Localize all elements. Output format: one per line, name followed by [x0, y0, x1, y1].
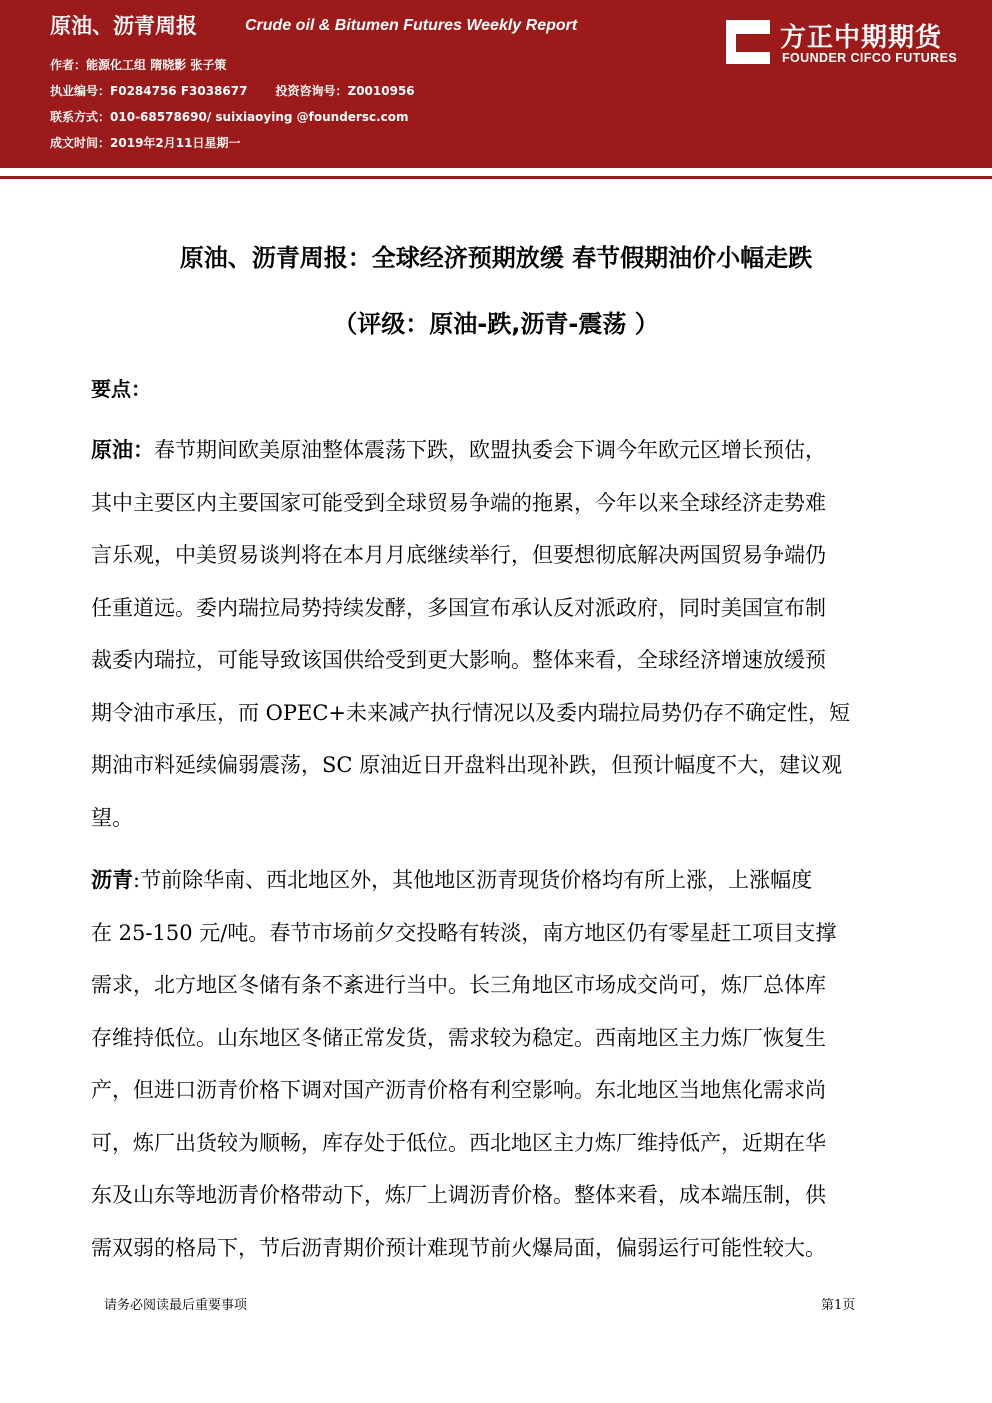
bitumen-line-1: 沥青:节前除华南、西北地区外，其他地区沥青现货价格均有所上涨，上涨幅度 — [91, 868, 813, 892]
author-value: 能源化工组 隋晓影 张子策 — [86, 58, 227, 72]
consult-label: 投资咨询号： — [275, 84, 348, 98]
contact-value: 010-68578690/ suixiaoying @foundersc.com — [110, 110, 409, 124]
license-value: F0284756 F3038677 — [110, 84, 248, 98]
bitumen-line-5: 产，但进口沥青价格下调对国产沥青价格有利空影响。东北地区当地焦化需求尚 — [91, 1078, 826, 1102]
bitumen-line-2: 在 25-150 元/吨。春节市场前夕交投略有转淡，南方地区仍有零星赶工项目支撑 — [91, 920, 837, 945]
bitumen-line-4: 存维持低位。山东地区冬储正常发货，需求较为稳定。西南地区主力炼厂恢复生 — [91, 1025, 826, 1050]
date-line — [50, 134, 240, 151]
bitumen-line-7: 东及山东等地沥青价格带动下，炼厂上调沥青价格。整体来看，成本端压制，供 — [91, 1183, 826, 1207]
report-title-cn: 原油、沥青周报 — [50, 14, 197, 38]
bitumen-paragraph — [91, 854, 903, 1274]
crude-line-4: 任重道远。委内瑞拉局势持续发酵，多国宣布承认反对派政府，同时美国宣布制 — [91, 595, 826, 620]
logo-mark-icon — [726, 20, 770, 64]
crude-line-7: 期油市料延续偏弱震荡，SC 原油近日开盘料出现补跌，但预计幅度不大，建议观 — [91, 753, 843, 777]
header-divider — [0, 176, 992, 179]
document-rating: （评级：原油-跌,沥青-震荡 ） — [333, 310, 659, 338]
logo-name-en: FOUNDER CIFCO FUTURES — [782, 51, 958, 65]
consult-value: Z0010956 — [347, 84, 415, 98]
crude-oil-paragraph — [91, 424, 903, 844]
footer-page-number: 第1页 — [821, 1298, 856, 1313]
report-header-band — [0, 0, 992, 168]
crude-lead: 原油： — [91, 438, 154, 462]
contact-label: 联系方式： — [50, 110, 111, 124]
crude-line-6: 期令油市承压，而 OPEC+未来减产执行情况以及委内瑞拉局势仍存不确定性，短 — [91, 700, 851, 725]
company-logo — [726, 14, 976, 66]
bitumen-lead: 沥青 — [91, 868, 133, 892]
report-title-en: Crude oil & Bitumen Futures Weekly Report — [245, 17, 578, 34]
crude-line-8: 望。 — [91, 805, 133, 830]
author-line — [50, 56, 226, 73]
contact-line — [50, 108, 409, 125]
crude-line-5: 裁委内瑞拉，可能导致该国供给受到更大影响。整体来看，全球经济增速放缓预 — [91, 648, 826, 672]
logo-name-cn: 方正中期期货 — [780, 23, 943, 53]
license-line — [50, 82, 415, 99]
author-label: 作者： — [50, 58, 87, 72]
license-label: 执业编号： — [50, 84, 111, 98]
key-points-heading: 要点： — [91, 377, 151, 401]
crude-line-3: 言乐观，中美贸易谈判将在本月月底继续举行，但要想彻底解决两国贸易争端仍 — [91, 543, 826, 567]
bitumen-line-6: 可，炼厂出货较为顺畅，库存处于低位。西北地区主力炼厂维持低产，近期在华 — [91, 1130, 826, 1155]
bitumen-line-8: 需双弱的格局下，节后沥青期价预计难现节前火爆局面，偏弱运行可能性较大。 — [91, 1235, 826, 1260]
bitumen-line-3: 需求，北方地区冬储有条不紊进行当中。长三角地区市场成交尚可，炼厂总体库 — [91, 973, 826, 997]
crude-line-2: 其中主要区内主要国家可能受到全球贸易争端的拖累，今年以来全球经济走势难 — [91, 490, 826, 515]
document-title: 原油、沥青周报：全球经济预期放缓 春节假期油价小幅走跌 — [179, 244, 813, 272]
crude-line-1: 原油：春节期间欧美原油整体震荡下跌，欧盟执委会下调今年欧元区增长预估， — [91, 438, 826, 462]
date-value: 2019年2月11日星期一 — [110, 136, 241, 150]
date-label: 成文时间： — [50, 136, 111, 150]
footer-disclaimer-note: 请务必阅读最后重要事项 — [104, 1298, 248, 1313]
